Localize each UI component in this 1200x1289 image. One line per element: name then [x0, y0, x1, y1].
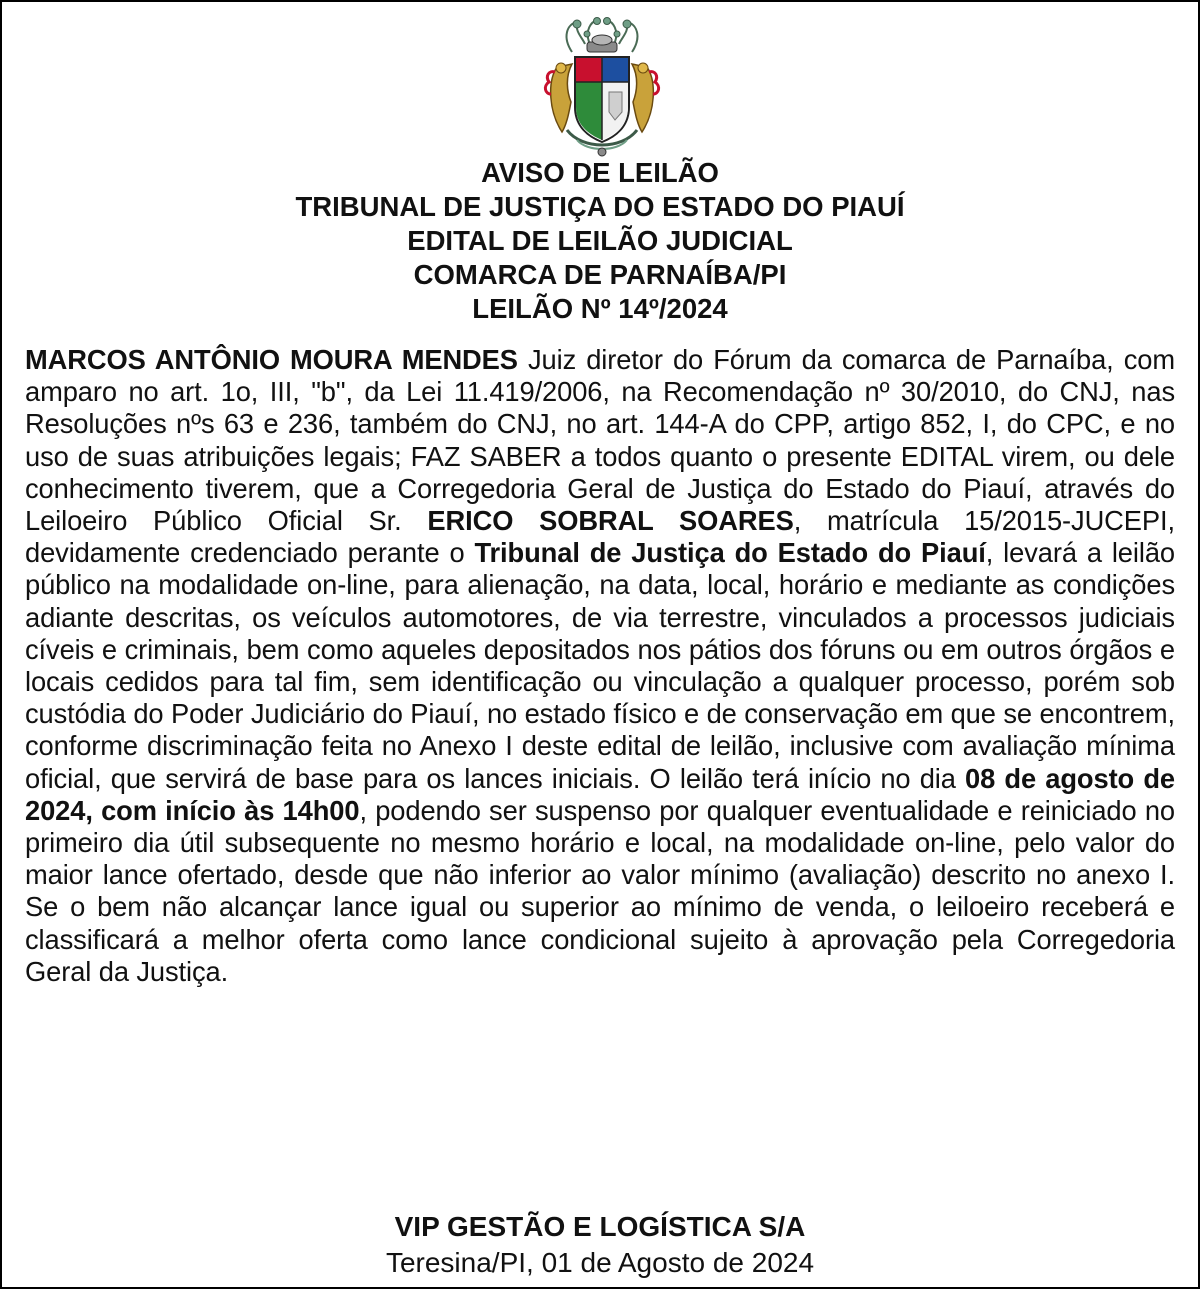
notice-body: [25, 344, 1175, 988]
judge-name: MARCOS ANTÔNIO MOURA MENDES: [25, 344, 518, 375]
edict-title: EDITAL DE LEILÃO JUDICIAL: [407, 225, 793, 256]
notice-title: AVISO DE LEILÃO: [481, 157, 719, 188]
auction-number: LEILÃO Nº 14º/2024: [472, 293, 728, 324]
body-text-1: Juiz diretor do Fórum da comarca de Parnaíba, com amparo no art. 1o, III, "b", da Lei 11.419/2006, na Recomendação nº 30/2010, do CNJ, nas Resoluções nºs 63 e 236, também do CNJ, no art. 144-A do CPP, artigo 852, I, do CPC, e no uso de suas atribuições legais; FAZ SABER a todos quanto o presente EDITAL virem, ou dele conhecimento tiverem, que a Corregedoria Geral de Justiça do Estado do Piauí, através do Leiloeiro Público Oficial Sr.: [25, 344, 1175, 537]
notice-headings: [2, 156, 1198, 326]
body-text-4: , podendo ser suspenso por qualquer eventualidade e reiniciado no primeiro dia útil subsequente no mesmo horário e local, na modalidade on-line, pelo valor do maior lance ofertado, desde que não inferior ao valor mínimo (avaliação) descrito no anexo I. Se o bem não alcançar lance igual ou superior ao mínimo de venda, o leiloeiro receberá e classificará a melhor oferta como lance condicional sujeito à aprovação pela Corregedoria Geral da Justiça.: [25, 794, 1175, 987]
court-crest-icon: [527, 12, 677, 162]
place-date: Teresina/PI, 01 de Agosto de 2024: [385, 1247, 815, 1278]
auction-date: 08 de agosto de 2024, com início às 14h00: [25, 762, 1175, 826]
court-name: Tribunal de Justiça do Estado do Piauí: [474, 537, 986, 569]
company-name: VIP GESTÃO E LOGÍSTICA S/A: [394, 1211, 806, 1242]
body-text-2: , matrícula 15/2015-JUCEPI, devidamente credenciado perante o: [25, 505, 1175, 569]
body-text-3: , levará a leilão público na modalidade on-line, para alienação, na data, local, horário e mediante as condições adiante descritas, os veículos automotores, de via terrestre, vinculados a processos judiciais cíveis e criminais, bem como aqueles depositados nos pátios dos fóruns ou em outros órgãos e locais cedidos para tal fim, sem identificação ou vinculação a qualquer processo, porém sob custódia do Poder Judiciário do Piauí, no estado físico e de conservação em que se encontrem, conforme discriminação feita no Anexo I deste edital de leilão, inclusive com avaliação mínima oficial, que servirá de base para os lances iniciais. O leilão terá início no dia: [25, 537, 1175, 794]
coat-of-arms-icon: [527, 12, 677, 162]
auctioneer-name: ERICO SOBRAL SOARES: [427, 505, 794, 537]
district-title: COMARCA DE PARNAÍBA/PI: [413, 259, 787, 290]
court-title: TRIBUNAL DE JUSTIÇA DO ESTADO DO PIAUÍ: [295, 191, 905, 222]
